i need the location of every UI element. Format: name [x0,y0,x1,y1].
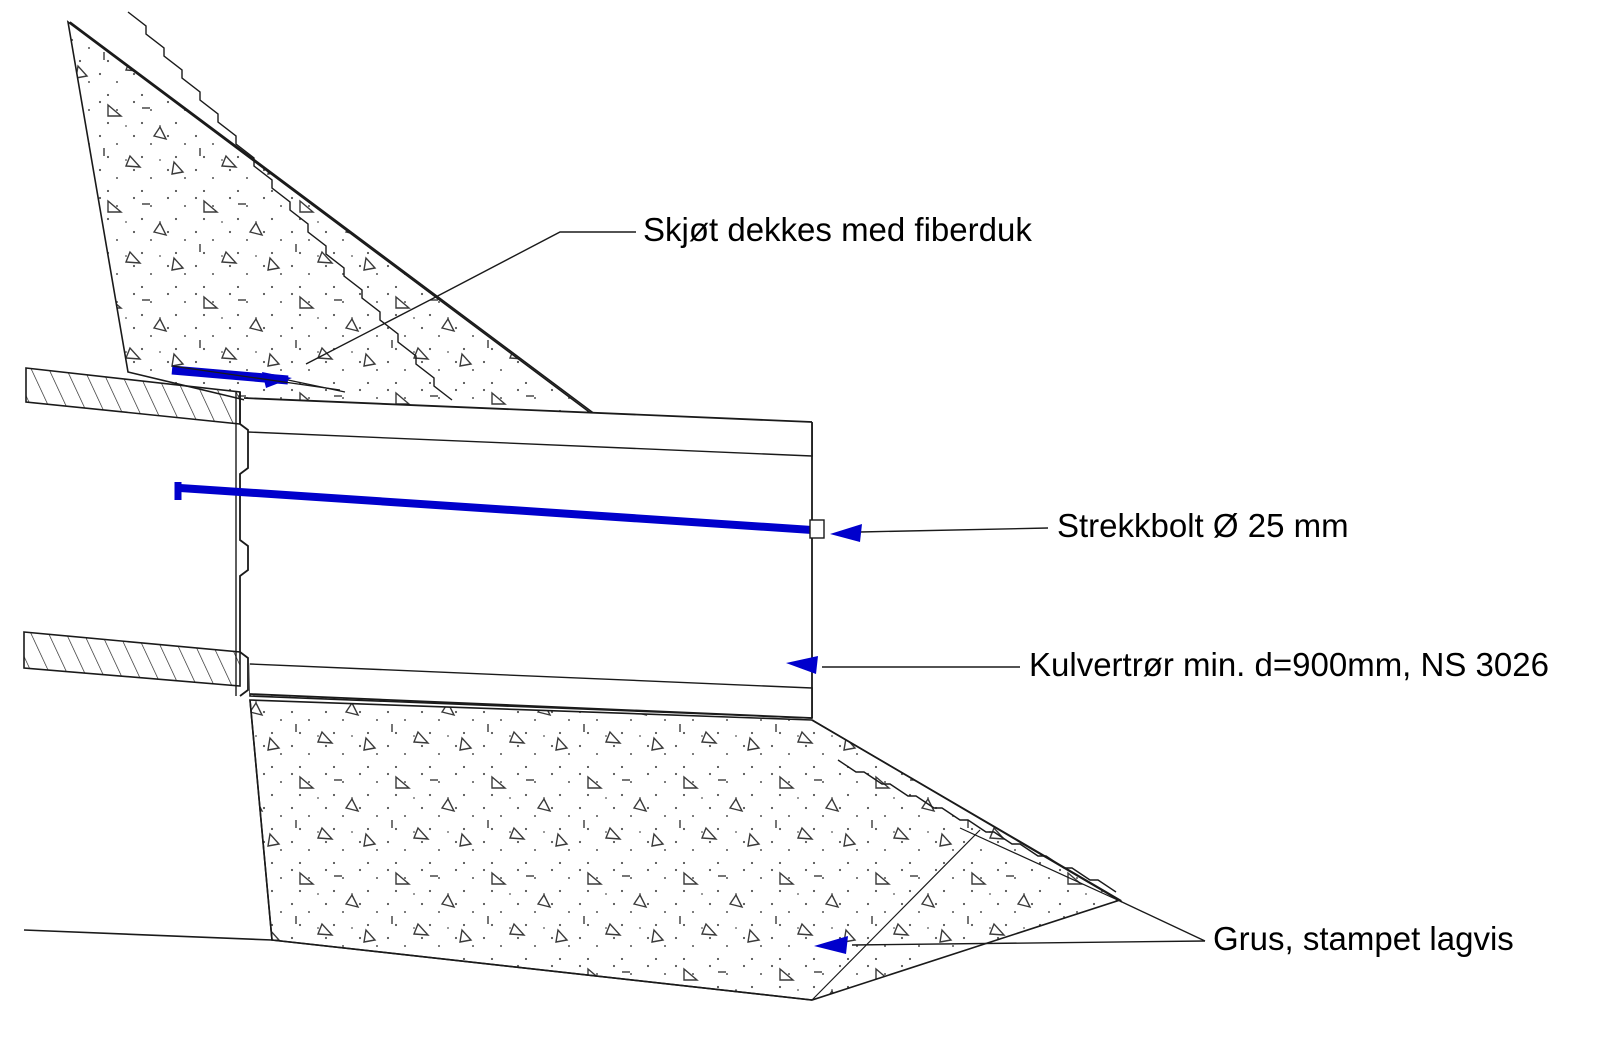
annotation-label-skjot: Skjøt dekkes med fiberduk [643,211,1032,248]
annotation-label-grus: Grus, stampet lagvis [1213,920,1514,957]
terrain-hatched-band-lower [24,632,240,686]
gravel-fill-upper [68,12,600,420]
leader-strekkbolt [830,524,1048,542]
leader-kulvert [786,656,1020,674]
annotation-label-kulvertror: Kulvertrør min. d=900mm, NS 3026 [1029,646,1549,683]
gravel-fill-lower [24,700,1122,1000]
pipe-barrel [244,398,812,718]
annotation-label-strekkbolt: Strekkbolt Ø 25 mm [1057,507,1349,544]
